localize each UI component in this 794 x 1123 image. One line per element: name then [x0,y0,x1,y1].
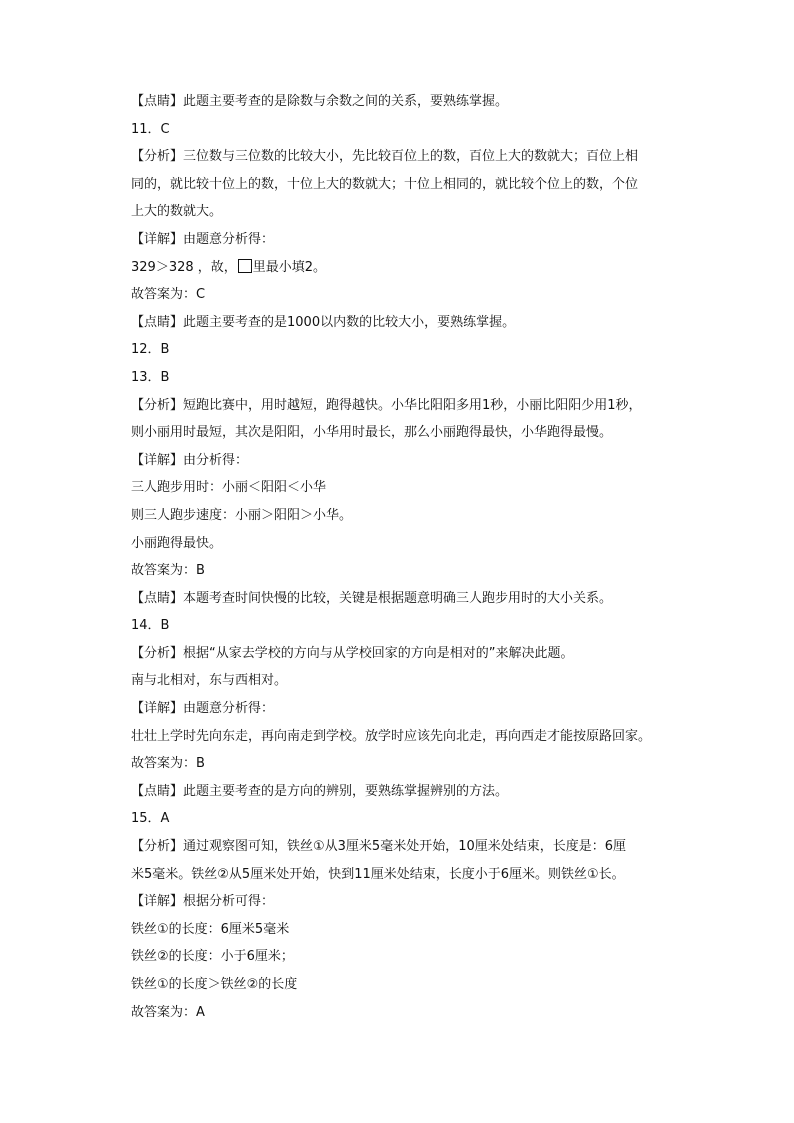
text-line: 故答案为：A [131,1004,205,1020]
text-line: 【详解】根据分析可得： [131,894,275,910]
blank-box-icon [238,259,252,273]
text-line: 上大的数就大。 [131,204,223,220]
text-line: 南与北相对，东与西相对。 [131,673,288,689]
text-line: 【分析】通过观察图可知，铁丝①从3厘米5毫米处开始，10厘米处结束，长度是：6厘 [131,839,627,855]
text-segment: 里最小填2。 [252,259,327,275]
text-line: 米5毫米。铁丝②从5厘米处开始，快到11厘米处结束，长度小于6厘米。则铁丝①长。 [131,866,625,882]
text-line: 则三人跑步速度：小丽＞阳阳＞小华。 [131,507,353,523]
text-line: 壮壮上学时先向东走，再向南走到学校。放学时应该先向北走，再向西走才能按原路回家。 [131,728,652,744]
question-number: 13．B [131,369,170,385]
text-line-with-box [131,254,676,282]
text-line: 故答案为：C [131,287,206,303]
text-line: 三人跑步用时：小丽＜阳阳＜小华 [131,480,327,496]
text-line: 铁丝①的长度＞铁丝②的长度 [131,977,298,992]
text-line: 【点睛】本题考查时间快慢的比较，关键是根据题意明确三人跑步用时的大小关系。 [131,590,613,606]
text-line: 小丽跑得最快。 [131,535,223,551]
text-line: 【详解】由题意分析得： [131,701,275,717]
text-segment: 329＞328 ，故， [131,259,237,275]
question-number: 14．B [131,618,170,634]
text-line: 【点睛】此题主要考查的是方向的辨别，要熟练掌握辨别的方法。 [131,783,509,799]
text-line: 【点睛】此题主要考查的是除数与余数之间的关系，要熟练掌握。 [131,94,509,109]
text-line: 【详解】由题意分析得： [131,231,275,247]
question-number: 15．A [131,811,170,827]
text-line: 则小丽用时最短，其次是阳阳，小华用时最长，那么小丽跑得最快，小华跑得最慢。 [131,425,613,441]
text-line: 【分析】短跑比赛中，用时越短，跑得越快。小华比阳阳多用1秒，小丽比阳阳少用1秒， [131,397,642,413]
text-line: 【分析】根据“从家去学校的方向与从学校回家的方向是相对的”来解决此题。 [131,645,574,661]
text-line: 【点睛】此题主要考查的是1000以内数的比较大小，要熟练掌握。 [131,314,516,330]
answer-content [131,88,676,1026]
question-number: 11．C [131,121,170,137]
text-line: 故答案为：B [131,756,205,772]
text-line: 铁丝②的长度：小于6厘米； [131,949,294,965]
question-number: 12．B [131,342,170,358]
text-line: 故答案为：B [131,563,205,579]
text-line: 同的，就比较十位上的数，十位上大的数就大；十位上相同的，就比较个位上的数，个位 [131,176,639,192]
text-line: 铁丝①的长度：6厘米5毫米 [131,921,290,937]
text-line: 【详解】由分析得： [131,452,249,468]
text-line: 【分析】三位数与三位数的比较大小，先比较百位上的数，百位上大的数就大；百位上相 [131,149,639,165]
